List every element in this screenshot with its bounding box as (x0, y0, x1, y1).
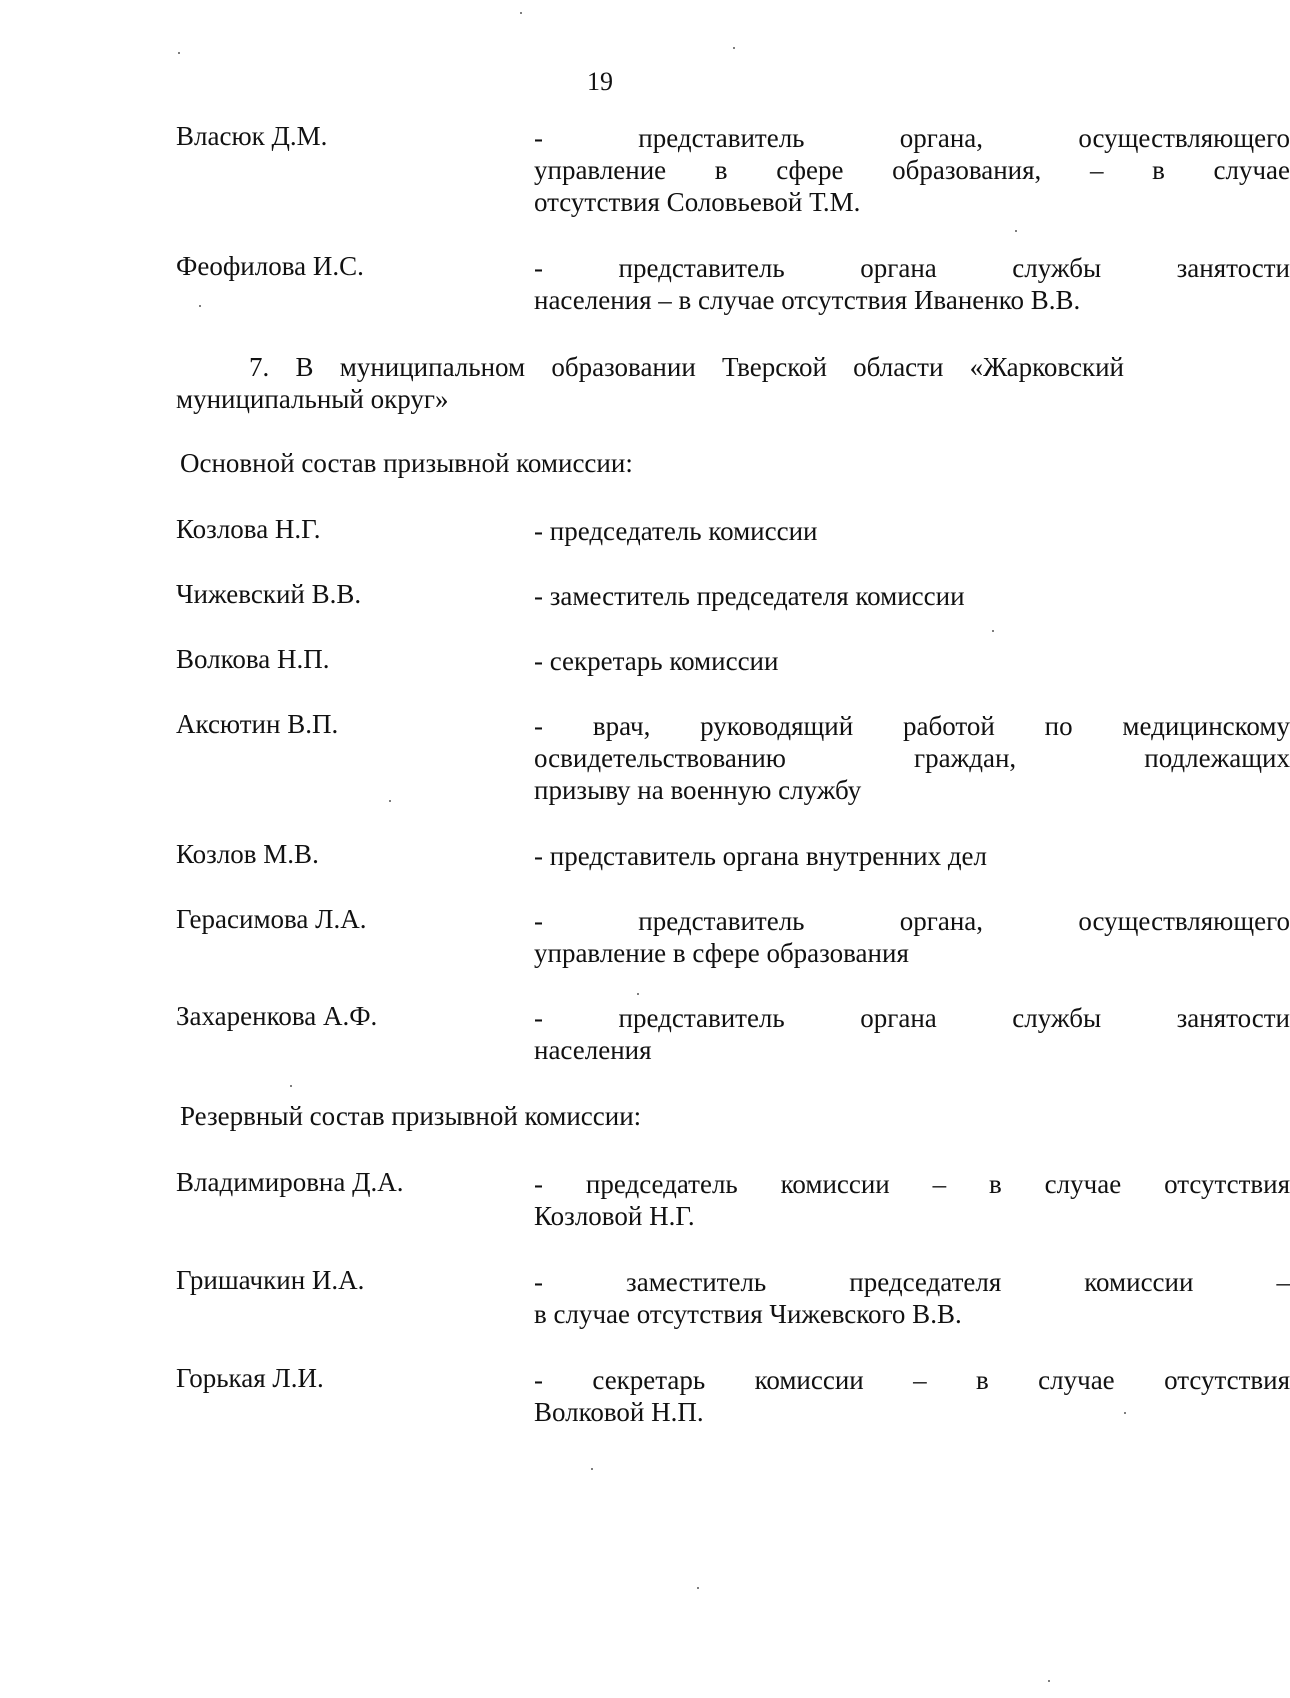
role-line: управление в сфере образования, – в случае (534, 155, 1290, 185)
member-role (534, 580, 1290, 612)
role-line: - представитель органа службы занятости (534, 253, 1290, 283)
role-line: освидетельствованию граждан, подлежащих (534, 743, 1290, 773)
member-name: Аксютин В.П. (176, 709, 339, 739)
role-line: - председатель комиссии (534, 516, 818, 546)
role-line: - секретарь комиссии – в случае отсутствия (534, 1365, 1290, 1395)
scan-speck (637, 993, 639, 995)
scan-speck (1124, 1412, 1126, 1414)
reserve-composition-heading: Резервный состав призывной комиссии: (180, 1101, 642, 1131)
scan-speck (697, 1587, 699, 1589)
role-line: - представитель органа службы занятости (534, 1003, 1290, 1033)
member-role (534, 1168, 1290, 1232)
member-name: Гришачкин И.А. (176, 1265, 365, 1295)
scan-speck (591, 1468, 593, 1470)
member-name: Козлова Н.Г. (176, 514, 321, 544)
scan-speck (1048, 1680, 1050, 1682)
scan-speck (733, 47, 735, 49)
role-line: - секретарь комиссии (534, 646, 779, 676)
scan-speck (199, 305, 201, 307)
role-line: управление в сфере образования (534, 938, 909, 968)
role-line: - председатель комиссии – в случае отсутствия (534, 1169, 1290, 1199)
member-name: Власюк Д.М. (176, 121, 328, 151)
member-name: Чижевский В.В. (176, 579, 362, 609)
role-line: Козловой Н.Г. (534, 1201, 695, 1231)
role-line: Волковой Н.П. (534, 1397, 704, 1427)
member-name: Козлов М.В. (176, 839, 319, 869)
role-line: - представитель органа, осуществляющего (534, 906, 1290, 936)
member-role (534, 840, 1290, 872)
member-role (534, 645, 1290, 677)
member-role (534, 1364, 1290, 1428)
member-role (534, 515, 1290, 547)
role-line: - представитель органа, осуществляющего (534, 123, 1290, 153)
scan-speck (1015, 230, 1017, 232)
member-name: Волкова Н.П. (176, 644, 330, 674)
section-7-line: муниципальный округ» (176, 384, 449, 414)
role-line: - заместитель председателя комиссии – (534, 1267, 1290, 1297)
member-role (534, 122, 1290, 218)
page-number: 19 (587, 67, 613, 96)
scan-speck (178, 52, 180, 54)
role-line: населения (534, 1035, 652, 1065)
member-name: Владимировна Д.А. (176, 1167, 404, 1197)
member-role (534, 710, 1290, 806)
member-role (534, 252, 1290, 316)
main-composition-heading: Основной состав призывной комиссии: (180, 448, 633, 478)
member-role (534, 1002, 1290, 1066)
scan-speck (520, 12, 522, 14)
member-role (534, 1266, 1290, 1330)
role-line: отсутствия Соловьевой Т.М. (534, 187, 861, 217)
member-name: Герасимова Л.А. (176, 904, 367, 934)
scan-speck (992, 630, 994, 632)
role-line: - заместитель председателя комиссии (534, 581, 965, 611)
role-line: - врач, руководящий работой по медицинскому (534, 711, 1290, 741)
scan-speck (389, 800, 391, 802)
role-line: призыву на военную службу (534, 775, 862, 805)
member-role (534, 905, 1290, 969)
section-7-line: 7. В муниципальном образовании Тверской области «Жарковский (249, 352, 1124, 382)
role-line: - представитель органа внутренних дел (534, 841, 988, 871)
member-name: Захаренкова А.Ф. (176, 1001, 378, 1031)
member-name: Феофилова И.С. (176, 251, 364, 281)
role-line: населения – в случае отсутствия Иваненко В.В. (534, 285, 1081, 315)
scan-speck (290, 1085, 292, 1087)
section-7-title (176, 351, 1124, 415)
member-name: Горькая Л.И. (176, 1363, 324, 1393)
role-line: в случае отсутствия Чижевского В.В. (534, 1299, 962, 1329)
